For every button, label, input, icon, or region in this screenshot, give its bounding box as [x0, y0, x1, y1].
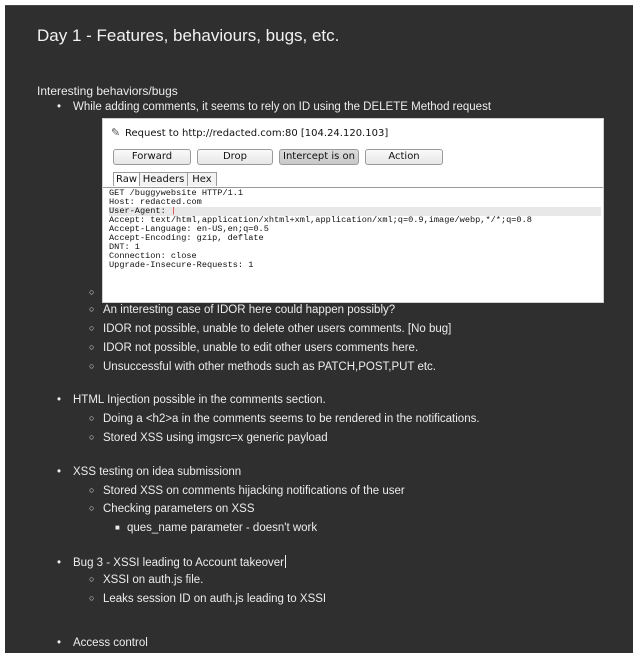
request-line: GET /buggywebsite HTTP/1.1	[109, 188, 244, 198]
circle-bullet: ○	[89, 574, 95, 584]
intercept-toggle-button[interactable]: Intercept is on	[279, 149, 359, 165]
sub-list-item: ○ Doing a <h2>a in the comments seems to be rendered in the notifications.	[89, 413, 480, 425]
circle-bullet: ○	[89, 593, 95, 603]
list-item: • HTML Injection possible in the comments section.	[57, 394, 326, 406]
pencil-icon: ✎	[111, 126, 121, 139]
text-cursor	[285, 555, 286, 568]
request-line: User-Agent: |	[109, 207, 601, 216]
text-caret: |	[170, 206, 177, 216]
request-line: Host: redacted.com	[109, 197, 202, 207]
sub-list-item: ○ IDOR not possible, unable to edit other users comments here.	[89, 342, 419, 354]
sub-sub-list-item: ■ ques_name parameter - doesn't work	[115, 522, 318, 534]
request-line: DNT: 1	[109, 242, 140, 252]
request-line: Connection: close	[109, 251, 197, 261]
request-line: Upgrade-Insecure-Requests: 1	[109, 260, 254, 270]
drop-button[interactable]: Drop	[197, 149, 273, 165]
bullet: •	[57, 101, 62, 113]
sub-list-item	[89, 287, 103, 299]
sub-list-item: ○ Leaks session ID on auth.js leading to XSSI	[89, 593, 327, 605]
circle-bullet: ○	[89, 323, 95, 333]
sub-list-item: ○ Unsuccessful with other methods such as PATCH,POST,PUT etc.	[89, 361, 436, 373]
note-document	[5, 5, 633, 653]
list-item: • XSS testing on idea submissionn	[57, 466, 242, 478]
page-title: Day 1 - Features, behaviours, bugs, etc.	[37, 26, 340, 45]
bullet: •	[57, 637, 62, 649]
list-item: • While adding comments, it seems to rely on ID using the DELETE Method request	[57, 101, 492, 113]
bullet: •	[57, 557, 62, 569]
list-item: • Access control	[57, 637, 148, 649]
request-body[interactable]	[109, 189, 601, 299]
tab-hex[interactable]: Hex	[187, 172, 217, 186]
circle-bullet: ○	[89, 304, 95, 314]
circle-bullet: ○	[89, 432, 95, 442]
circle-bullet: ○	[89, 287, 95, 297]
tab-headers[interactable]: Headers	[139, 172, 188, 186]
list-item: • Bug 3 - XSSI leading to Account takeover	[57, 557, 284, 569]
circle-bullet: ○	[89, 361, 95, 371]
request-label: ✎ Request to http://redacted.com:80 [104.24.120.103]	[111, 126, 389, 139]
sub-list-item: ○ Stored XSS using imgsrc=x generic payload	[89, 432, 328, 444]
request-line: Accept: text/html,application/xhtml+xml,application/xml;q=0.9,image/webp,*/*;q=0.8	[109, 215, 532, 225]
circle-bullet: ○	[89, 485, 95, 495]
proxy-screenshot	[102, 118, 604, 303]
sub-list-item: ○ Checking parameters on XSS	[89, 503, 255, 515]
sub-list-item: ○ IDOR not possible, unable to delete other users comments. [No bug]	[89, 323, 452, 335]
tab-raw[interactable]: Raw	[113, 172, 140, 186]
request-line: Accept-Language: en-US,en;q=0.5	[109, 224, 269, 234]
circle-bullet: ○	[89, 503, 95, 513]
forward-button[interactable]: Forward	[113, 149, 191, 165]
bullet: •	[57, 394, 62, 406]
sub-list-item: ○ An interesting case of IDOR here could happen possibly?	[89, 304, 396, 316]
bullet: •	[57, 466, 62, 478]
circle-bullet: ○	[89, 413, 95, 423]
section-heading: Interesting behaviors/bugs	[37, 84, 178, 98]
square-bullet: ■	[115, 523, 120, 532]
sub-list-item: ○ Stored XSS on comments hijacking notifications of the user	[89, 485, 405, 497]
action-button[interactable]: Action	[365, 149, 443, 165]
sub-list-item: ○ XSSI on auth.js file.	[89, 574, 204, 586]
circle-bullet: ○	[89, 342, 95, 352]
request-line: Accept-Encoding: gzip, deflate	[109, 233, 264, 243]
